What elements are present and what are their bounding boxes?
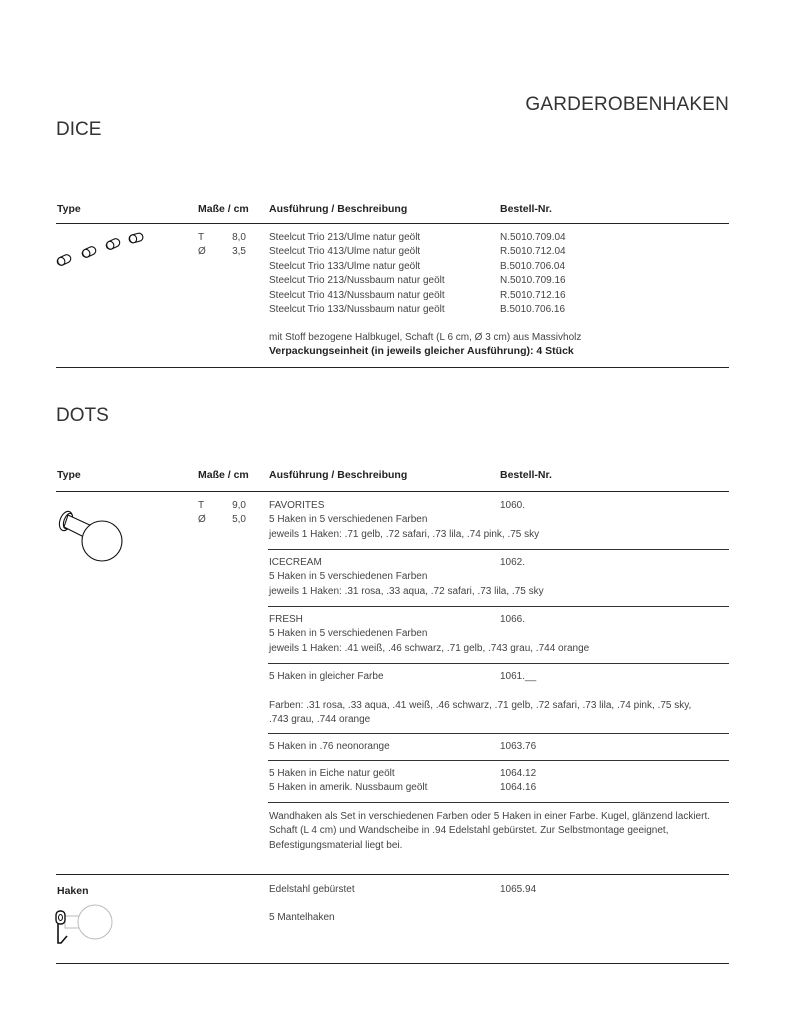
header-divider	[56, 491, 729, 492]
dimensions: T 8,0 Ø 3,5	[198, 232, 246, 258]
order-number: 1064.12	[500, 768, 537, 779]
product-group-fresh	[269, 613, 589, 656]
order-number: 1065.94	[500, 884, 537, 895]
haken-note: 5 Mantelhaken	[269, 912, 335, 923]
dots-ball-hook-icon	[54, 505, 129, 565]
group-description: 5 Haken in 5 verschiedenen Farben	[269, 571, 428, 583]
section-divider	[56, 874, 729, 875]
order-number: 1060.	[500, 500, 526, 511]
row-divider	[268, 760, 729, 761]
description-line: Wandhaken als Set in verschiedenen Farben oder 5 Haken in einer Farbe. Kugel, glänzend lackiert.	[269, 811, 711, 822]
order-number: 1062.	[500, 557, 526, 568]
order-number: N.5010.709.04	[500, 232, 566, 243]
haken-label: Haken	[57, 885, 89, 897]
neon-description: 5 Haken in .76 neonorange	[269, 741, 390, 752]
group-name: FAVORITES	[269, 500, 325, 511]
row-divider	[268, 802, 729, 803]
dimensions: T 9,0 Ø 5,0	[198, 500, 246, 526]
dice-order-number-list	[500, 231, 566, 317]
order-number: B.5010.706.16	[500, 304, 566, 316]
section-divider	[56, 367, 729, 368]
product-group-favorites	[269, 499, 539, 542]
list-item: Steelcut Trio 413/Nussbaum natur geölt	[269, 289, 445, 301]
group-colors: jeweils 1 Haken: .41 weiß, .46 schwarz, .71 gelb, .743 grau, .744 orange	[269, 642, 590, 654]
column-header-type: Type	[57, 469, 81, 481]
list-item: Steelcut Trio 413/Ulme natur geölt	[269, 246, 421, 258]
same-color-description: 5 Haken in gleicher Farbe	[269, 671, 384, 682]
column-header-description: Ausführung / Beschreibung	[269, 469, 408, 481]
order-number: 1061.__	[500, 671, 537, 682]
section-divider	[56, 963, 729, 964]
column-header-order-number: Bestell-Nr.	[500, 469, 552, 481]
group-name: FRESH	[269, 614, 303, 625]
list-item: 5 Haken in amerik. Nussbaum geölt	[269, 782, 428, 794]
order-number: R.5010.712.04	[500, 246, 566, 258]
column-header-mass: Maße / cm	[198, 469, 249, 481]
dice-packaging: Verpackungseinheit (in jeweils gleicher Ausführung): 4 Stück	[269, 345, 574, 357]
coat-hook-icon	[55, 902, 115, 946]
group-description: 5 Haken in 5 verschiedenen Farben	[269, 514, 428, 526]
order-number: 1066.	[500, 614, 526, 625]
column-header-type: Type	[57, 203, 81, 215]
list-item: 5 Haken in Eiche natur geölt	[269, 768, 395, 779]
description-line: Schaft (L 4 cm) und Wandscheibe in .94 Edelstahl gebürstet. Zur Selbstmontage geeignet,	[269, 825, 669, 837]
dots-description	[269, 810, 710, 853]
header-divider	[56, 223, 729, 224]
order-number: N.5010.709.16	[500, 275, 566, 287]
wood-order-numbers	[500, 767, 536, 796]
colors-line: Farben: .31 rosa, .33 aqua, .41 weiß, .46 schwarz, .71 gelb, .72 safari, .73 lila, .74 pink, .75 sky,	[269, 700, 692, 711]
description-line: Befestigungsmaterial liegt bei.	[269, 839, 403, 851]
column-header-description: Ausführung / Beschreibung	[269, 203, 408, 215]
row-divider	[268, 549, 729, 550]
column-header-order-number: Bestell-Nr.	[500, 203, 552, 215]
order-number: R.5010.712.16	[500, 289, 566, 301]
same-color-colors	[269, 699, 691, 728]
row-divider	[268, 606, 729, 607]
row-divider	[268, 663, 729, 664]
list-item: Steelcut Trio 133/Ulme natur geölt	[269, 260, 421, 272]
group-description: 5 Haken in 5 verschiedenen Farben	[269, 628, 428, 640]
order-number: 1063.76	[500, 741, 537, 752]
list-item: Steelcut Trio 213/Nussbaum natur geölt	[269, 275, 445, 287]
group-colors: jeweils 1 Haken: .31 rosa, .33 aqua, .72 safari, .73 lila, .75 sky	[269, 585, 544, 597]
order-number: B.5010.706.04	[500, 260, 566, 272]
column-header-mass: Maße / cm	[198, 203, 249, 215]
row-divider	[268, 733, 729, 734]
section-title-dots: DOTS	[56, 405, 109, 426]
group-name: ICECREAM	[269, 557, 322, 568]
list-item: Steelcut Trio 213/Ulme natur geölt	[269, 232, 421, 243]
list-item: Steelcut Trio 133/Nussbaum natur geölt	[269, 304, 445, 316]
haken-description: Edelstahl gebürstet	[269, 884, 355, 895]
wood-variants	[269, 767, 427, 796]
dice-item-list	[269, 231, 445, 317]
group-colors: jeweils 1 Haken: .71 gelb, .72 safari, .73 lila, .74 pink, .75 sky	[269, 528, 540, 540]
order-number: 1064.16	[500, 782, 537, 794]
dice-hooks-icon	[54, 232, 149, 268]
colors-line: .743 grau, .744 orange	[269, 714, 371, 726]
section-title-dice: DICE	[56, 119, 102, 140]
page-title: GARDEROBENHAKEN	[525, 94, 729, 115]
dice-note: mit Stoff bezogene Halbkugel, Schaft (L 6 cm, Ø 3 cm) aus Massivholz	[269, 332, 582, 343]
